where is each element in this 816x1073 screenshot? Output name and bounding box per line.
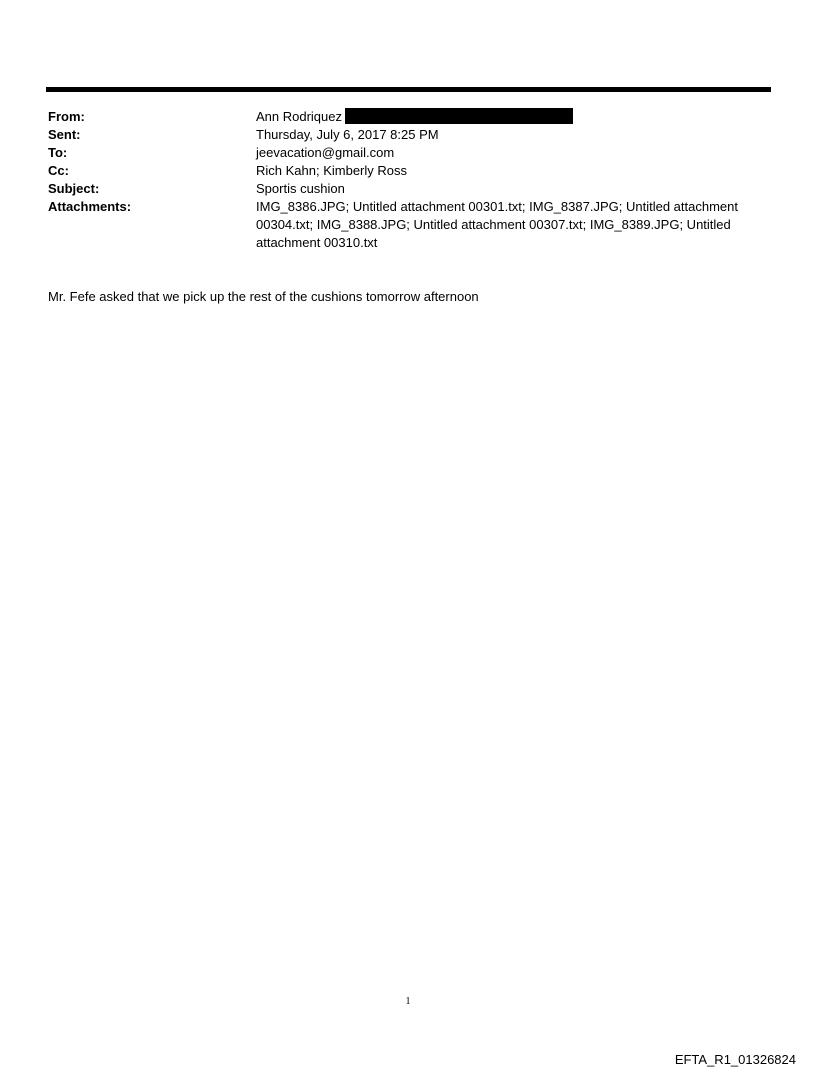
header-row-sent [48,126,770,144]
from-label: From: [48,109,85,124]
redaction-box [345,108,573,124]
email-header [48,108,770,252]
sent-value: Thursday, July 6, 2017 8:25 PM [256,127,439,142]
cc-label: Cc: [48,163,69,178]
to-label: To: [48,145,68,160]
email-body: Mr. Fefe asked that we pick up the rest of the cushions tomorrow afternoon [48,289,479,304]
cc-value: Rich Kahn; Kimberly Ross [256,163,407,178]
to-value: jeevacation@gmail.com [256,145,395,160]
document-id: EFTA_R1_01326824 [674,1052,796,1067]
header-row-cc [48,162,770,180]
subject-value: Sportis cushion [256,181,345,196]
header-row-to [48,144,770,162]
page-number: 1 [405,996,411,1007]
from-value [256,108,770,126]
attachments-value: IMG_8386.JPG; Untitled attachment 00301.txt; IMG_8387.JPG; Untitled attachment 00304.txt; IMG_8388.JPG; Untitled attachment 00307.txt; IMG_8389.JPG; Untitled attachment 00310.txt [256,199,738,250]
sent-label: Sent: [48,127,81,142]
attachments-label: Attachments: [48,199,132,214]
header-row-attachments [48,198,770,252]
header-row-from [48,108,770,126]
header-divider [46,87,771,92]
header-row-subject [48,180,770,198]
sender-name: Ann Rodriquez [256,109,342,124]
subject-label: Subject: [48,181,100,196]
